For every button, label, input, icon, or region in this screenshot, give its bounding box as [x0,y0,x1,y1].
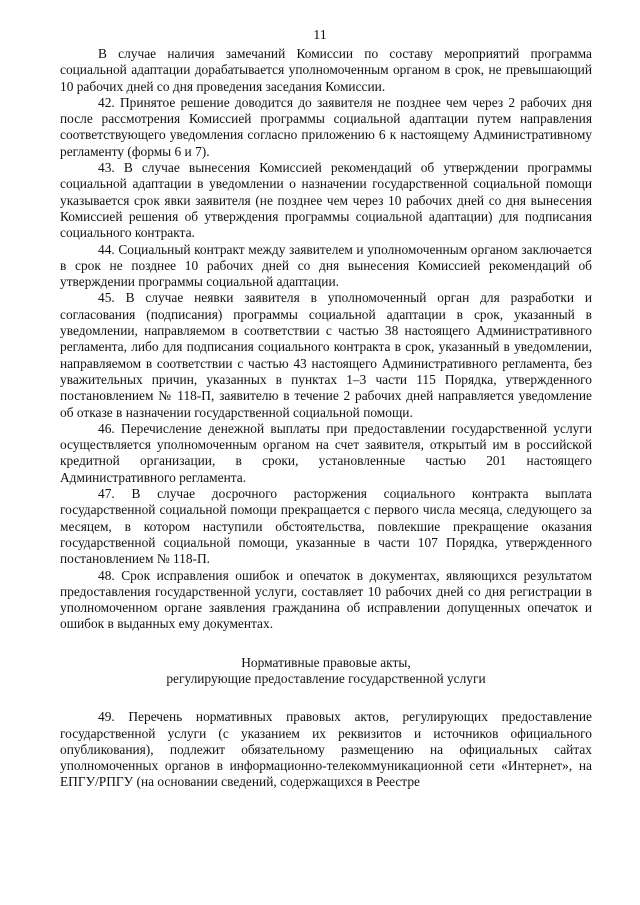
paragraph-45: 45. В случае неявки заявителя в уполномоченный орган для разработки и согласования (подписания) программы социальной адаптации в срок, указанный в уведомлении, направляемом в соответствии с частью 38 настоящего Административного регламента, либо для подписания социального контракта в срок, указанный в уведомлении, направляемом в соответствии с частью 43 настоящего Административного регламента, без уважительных причин, указанных в пунктах 1–3 части 115 Порядка, утвержденного постановлением № 118-П, заявителю в течение 2 рабочих дней направляется уведомление об отказе в назначении государственной социальной помощи. [60,290,592,420]
paragraph-44: 44. Социальный контракт между заявителем и уполномоченным органом заключается в срок не позднее 10 рабочих дней со дня вынесения Комиссией рекомендаций об утверждении программы социальной адаптации. [60,241,592,290]
paragraph-remarks: В случае наличия замечаний Комиссии по составу мероприятий программа социальной адаптации дорабатывается уполномоченным органом в срок, не превышающий 10 рабочих дней со дня проведения заседания Комиссии. [60,46,592,94]
document-body [60,46,592,791]
section-heading-line-1: Нормативные правовые акты, [241,654,411,670]
section-heading [60,655,592,688]
paragraph-42: 42. Принятое решение доводится до заявителя не позднее чем через 2 рабочих дня после рассмотрения Комиссией программы социальной адаптации путем направления соответствующего уведомления согласно приложению 6 к настоящему Административному регламенту (формы 6 и 7). [60,94,592,159]
section-heading-line-2: регулирующие предоставление государственной услуги [166,670,486,686]
paragraph-47: 47. В случае досрочного расторжения социального контракта выплата государственной социальной помощи прекращается с первого числа месяца, следующего за месяцем, в котором наступили обстоятельства, повлекшие прекращение оказания государственной социальной помощи, указанные в части 107 Порядка, утвержденного постановлением № 118-П. [60,486,592,567]
paragraph-46: 46. Перечисление денежной выплаты при предоставлении государственной услуги осуществляется уполномоченным органом на счет заявителя, открытый им в российской кредитной организации, в сроки, установленные частью 201 настоящего Административного регламента. [60,420,592,485]
paragraph-48: 48. Срок исправления ошибок и опечаток в документах, являющихся результатом предоставления государственной услуги, составляет 10 рабочих дней со дня регистрации в уполномоченном органе заявления гражданина об исправлении допущенных опечаток и ошибок в выданных ему документах. [60,567,592,632]
page-number: 11 [313,28,327,43]
paragraph-49: 49. Перечень нормативных правовых актов, регулирующих предоставление государственной услуги (с указанием их реквизитов и источников официального опубликования), подлежит обязательному размещению на официальных сайтах уполномоченных органов в информационно-телекоммуникационной сети «Интернет», на ЕПГУ/РПГУ (на основании сведений, содержащихся в Реестре [60,709,592,790]
paragraph-43: 43. В случае вынесения Комиссией рекомендаций об утверждении программы социальной адаптации в уведомлении о назначении государственной социальной помощи указывается срок явки заявителя (не позднее чем через 10 рабочих дней со дня вынесения Комиссией решения об утверждения программы социальной адаптации) для подписания социального контракта. [60,160,592,241]
